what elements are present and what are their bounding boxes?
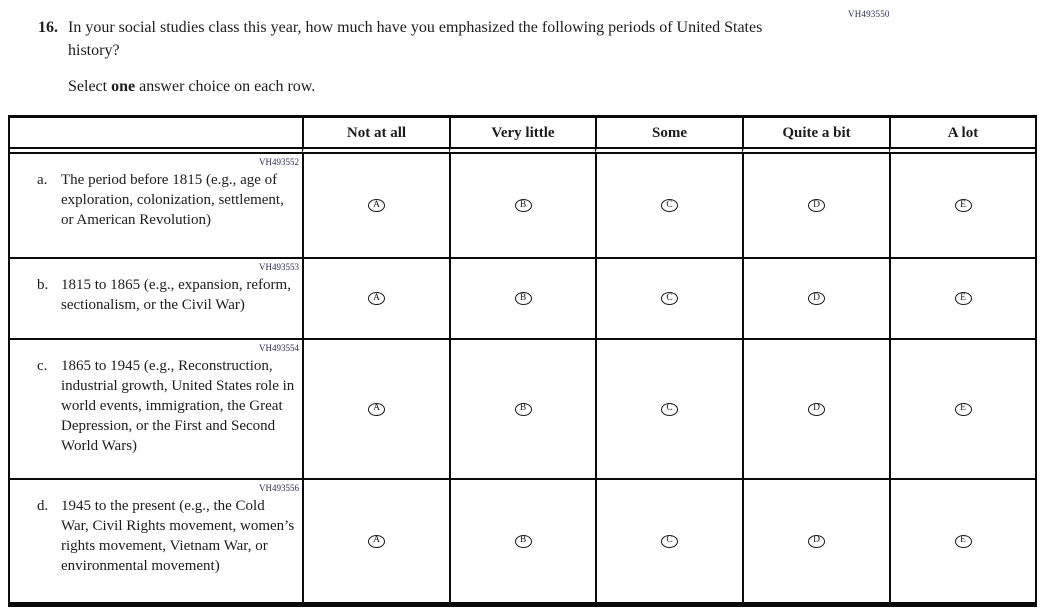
answer-bubble-a[interactable]: A [368, 535, 385, 548]
row-accession-code: VH493553 [259, 262, 299, 272]
row-label-cell-b [10, 257, 302, 338]
answer-cell-d-quite-a-bit [742, 478, 889, 602]
row-text: The period before 1815 (e.g., age of exploration, colonization, settlement, or American Revolution) [61, 172, 284, 228]
answer-bubble-c[interactable]: C [661, 199, 678, 212]
instruction-prefix: Select [68, 78, 112, 95]
answer-cell-d-a-lot [889, 478, 1035, 602]
row-label-cell-a [10, 154, 302, 257]
answer-bubble-e[interactable]: E [955, 199, 972, 212]
answer-bubble-c[interactable]: C [661, 403, 678, 416]
row-letter: a. [37, 172, 48, 188]
answer-bubble-d[interactable]: D [808, 199, 825, 212]
instruction-emphasis: one [111, 78, 136, 95]
answer-cell-d-some [595, 478, 742, 602]
answer-cell-b-not-at-all [302, 257, 449, 338]
row-accession-code: VH493556 [259, 483, 299, 493]
row-accession-code: VH493554 [259, 343, 299, 353]
answer-cell-a-some [595, 154, 742, 257]
row-letter: c. [37, 358, 48, 374]
answer-bubble-e[interactable]: E [955, 535, 972, 548]
answer-cell-a-not-at-all [302, 154, 449, 257]
row-accession-code: VH493552 [259, 157, 299, 167]
column-header-not-at-all: Not at all [302, 118, 449, 154]
answer-cell-d-not-at-all [302, 478, 449, 602]
answer-bubble-a[interactable]: A [368, 292, 385, 305]
question-accession-code: VH493550 [848, 9, 890, 19]
answer-cell-b-some [595, 257, 742, 338]
row-label-cell-c [10, 338, 302, 478]
row-letter: b. [37, 277, 49, 293]
answer-cell-c-a-lot [889, 338, 1035, 478]
answer-cell-a-very-little [449, 154, 595, 257]
row-text: 1815 to 1865 (e.g., expansion, reform, sectionalism, or the Civil War) [61, 277, 291, 313]
question-number: 16. [38, 19, 58, 36]
column-header-quite-a-bit: Quite a bit [742, 118, 889, 154]
answer-bubble-d[interactable]: D [808, 403, 825, 416]
answer-bubble-d[interactable]: D [808, 292, 825, 305]
row-text: 1945 to the present (e.g., the Cold War, Civil Rights movement, women’s rights movement, Vietnam War, or environmental movement) [61, 498, 295, 574]
row-text: 1865 to 1945 (e.g., Reconstruction, industrial growth, United States role in world events, immigration, the Great Depression, or the First and Second World Wars) [61, 358, 295, 454]
answer-cell-c-very-little [449, 338, 595, 478]
answer-bubble-b[interactable]: B [515, 403, 532, 416]
answer-bubble-e[interactable]: E [955, 403, 972, 416]
question-text: In your social studies class this year, how much have you emphasized the following periods of United States history? [68, 19, 763, 59]
answer-bubble-c[interactable]: C [661, 292, 678, 305]
answer-bubble-c[interactable]: C [661, 535, 678, 548]
answer-cell-c-not-at-all [302, 338, 449, 478]
matrix-corner-cell [10, 118, 302, 154]
answer-bubble-a[interactable]: A [368, 199, 385, 212]
column-header-a-lot: A lot [889, 118, 1035, 154]
question-instruction [68, 75, 1044, 98]
answer-bubble-a[interactable]: A [368, 403, 385, 416]
answer-bubble-e[interactable]: E [955, 292, 972, 305]
answer-cell-a-quite-a-bit [742, 154, 889, 257]
answer-bubble-d[interactable]: D [808, 535, 825, 548]
response-matrix [8, 115, 1037, 607]
answer-cell-c-quite-a-bit [742, 338, 889, 478]
column-header-very-little: Very little [449, 118, 595, 154]
answer-cell-b-quite-a-bit [742, 257, 889, 338]
answer-bubble-b[interactable]: B [515, 199, 532, 212]
answer-bubble-b[interactable]: B [515, 292, 532, 305]
answer-bubble-b[interactable]: B [515, 535, 532, 548]
row-letter: d. [37, 498, 49, 514]
column-header-some: Some [595, 118, 742, 154]
instruction-suffix: answer choice on each row. [135, 78, 316, 95]
answer-cell-b-a-lot [889, 257, 1035, 338]
answer-cell-b-very-little [449, 257, 595, 338]
answer-cell-c-some [595, 338, 742, 478]
answer-cell-d-very-little [449, 478, 595, 602]
row-label-cell-d [10, 478, 302, 602]
answer-cell-a-a-lot [889, 154, 1035, 257]
